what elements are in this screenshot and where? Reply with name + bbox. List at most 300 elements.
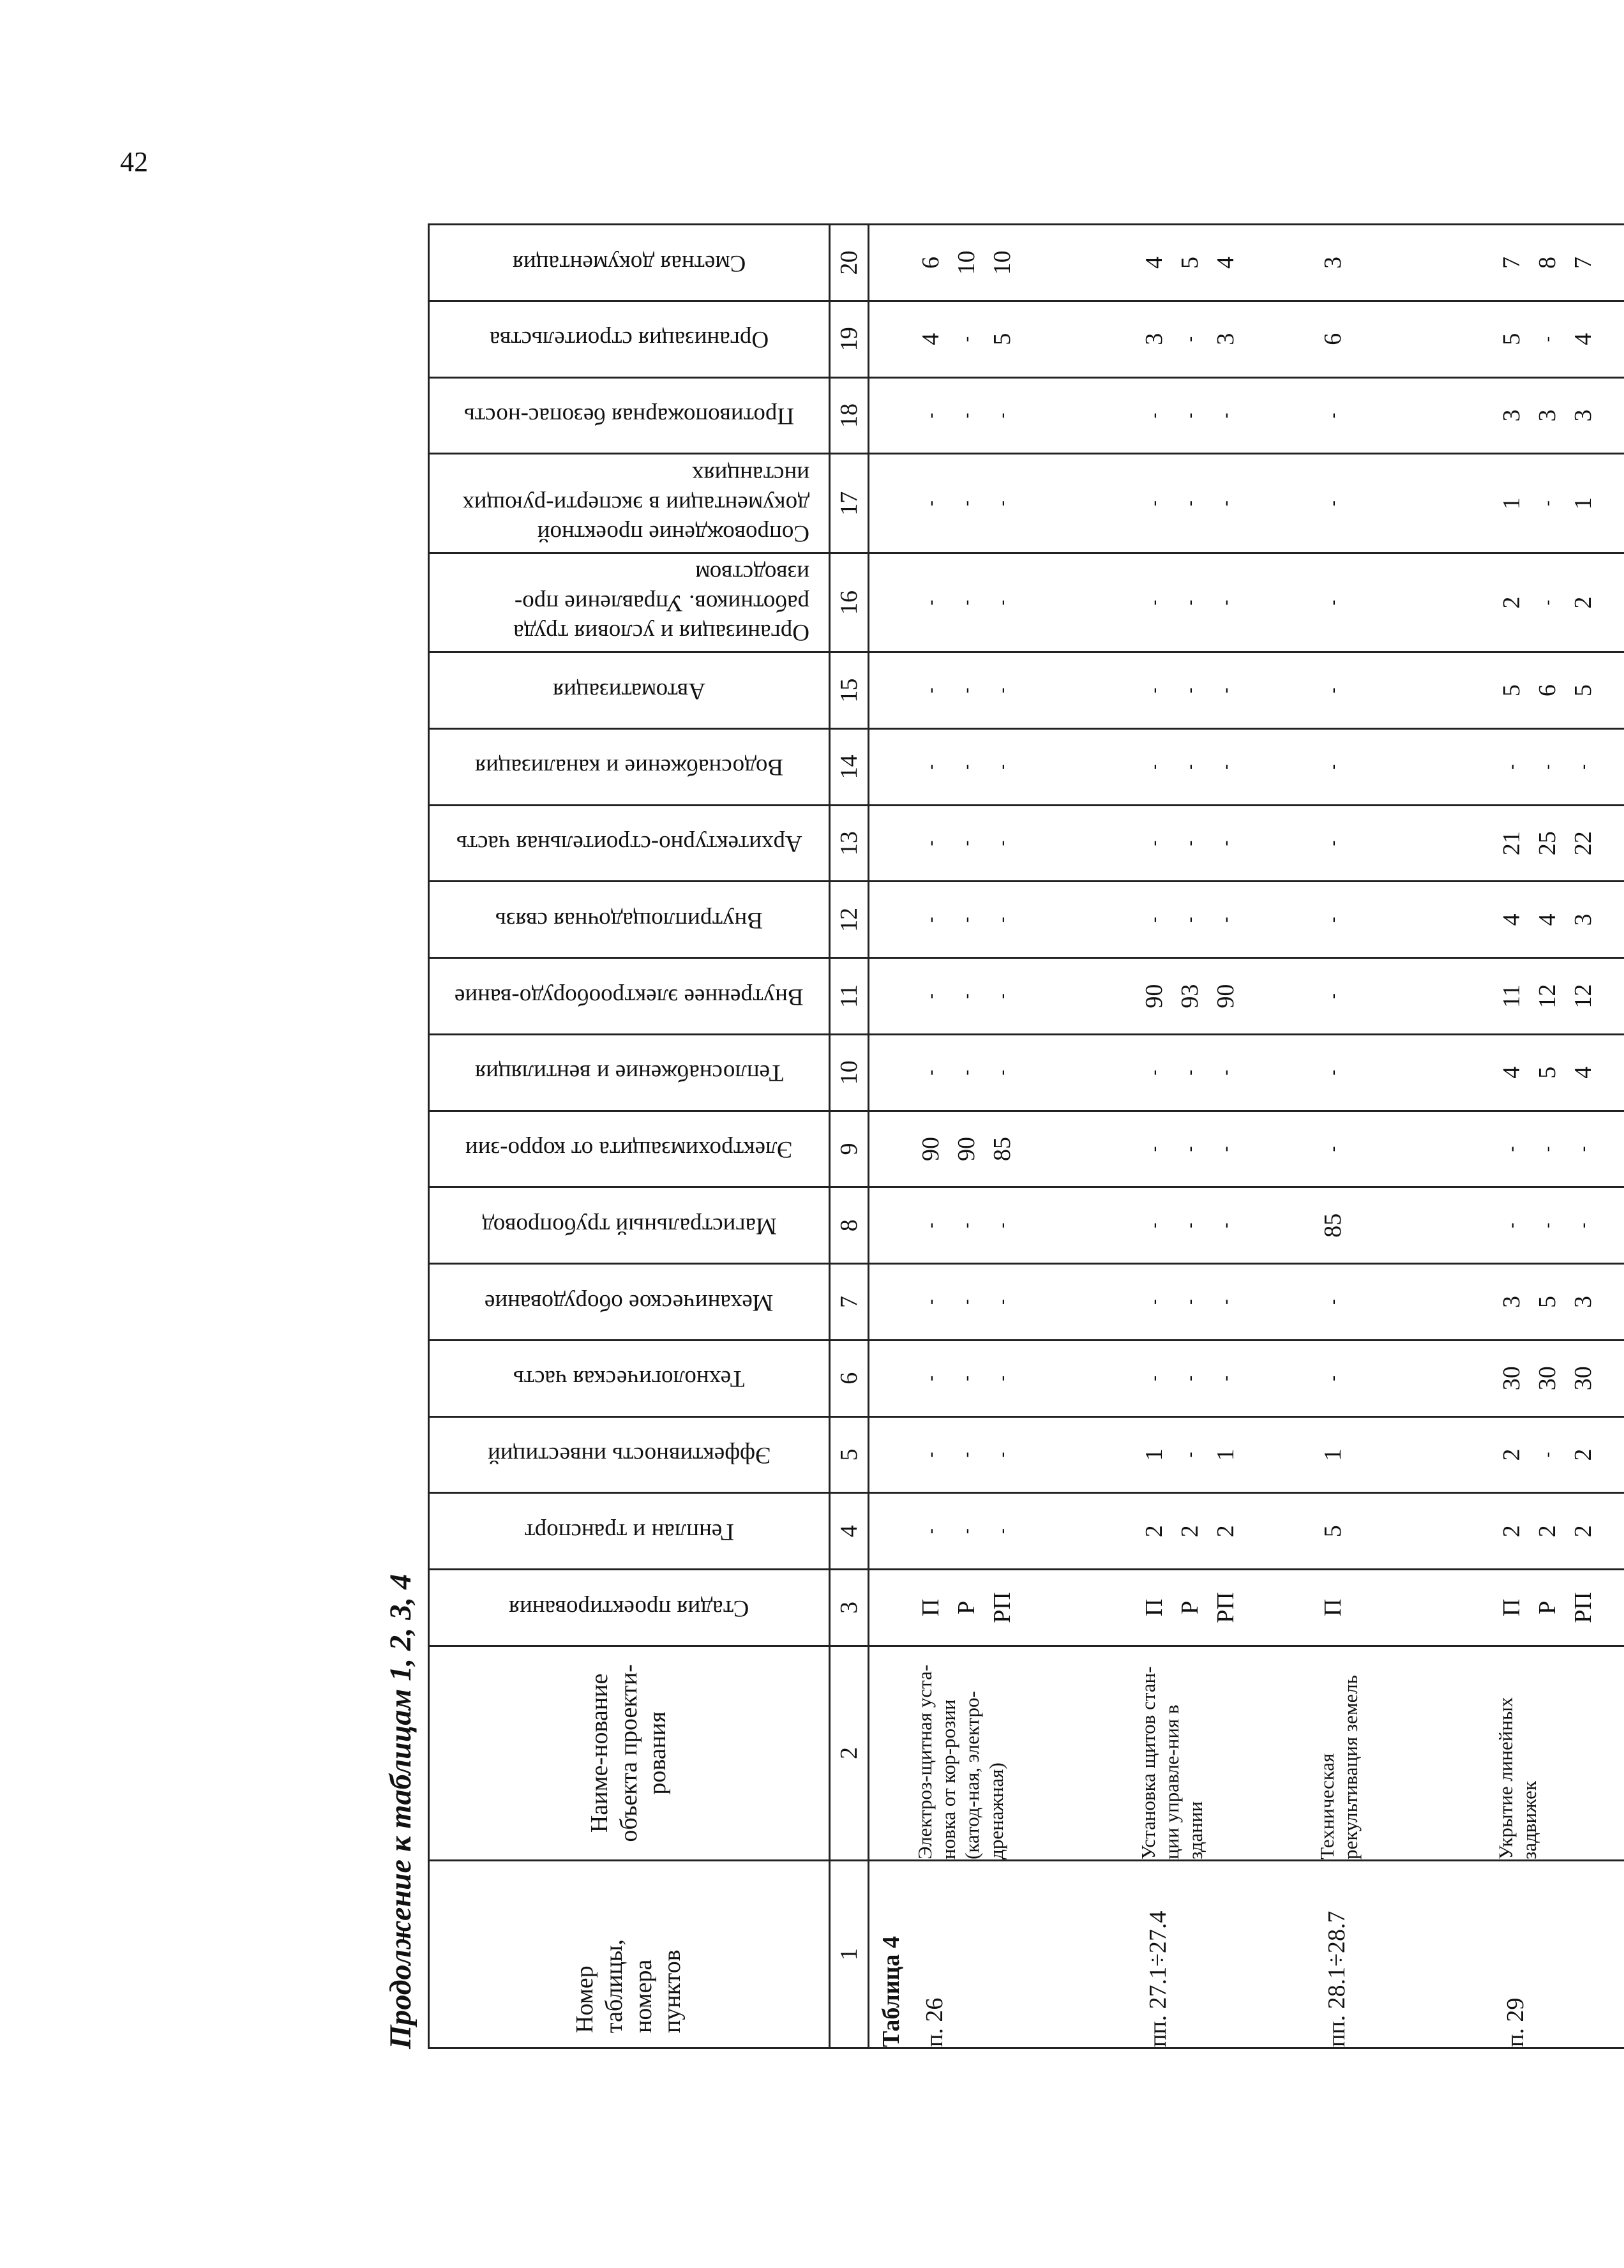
row-group xyxy=(1494,1418,1624,1492)
value: 4 xyxy=(1570,1066,1597,1079)
value: - xyxy=(1145,599,1163,606)
col-17-header xyxy=(429,454,830,553)
row-group xyxy=(1136,653,1315,728)
col-10-header xyxy=(429,1034,830,1111)
col-8-title: Магистральный трубопровод xyxy=(481,1212,777,1239)
item-label xyxy=(913,1861,1136,2047)
stage-value: П xyxy=(1498,1598,1525,1617)
value: 2 xyxy=(1534,1525,1561,1538)
value: 1 xyxy=(1498,497,1525,510)
row-group xyxy=(913,302,1136,377)
row-group xyxy=(1136,1265,1315,1339)
spacer xyxy=(869,225,913,300)
col-number: 13 xyxy=(830,805,869,882)
spacer xyxy=(869,1112,913,1187)
value: - xyxy=(1323,993,1342,999)
value: - xyxy=(1216,1375,1235,1381)
item-number: п. 26 xyxy=(921,1997,948,2047)
value: 1 xyxy=(1141,1448,1168,1461)
item-number: пп. 27.1÷27.4 xyxy=(1145,1911,1171,2047)
col-number: 11 xyxy=(830,958,869,1035)
value: 2 xyxy=(1141,1525,1168,1538)
value: - xyxy=(1502,1222,1521,1229)
value: 2 xyxy=(1570,1525,1597,1538)
value: - xyxy=(921,1452,940,1458)
row-group xyxy=(1315,454,1494,552)
row-group xyxy=(913,1265,1136,1339)
value: 85 xyxy=(989,1137,1016,1162)
value: 30 xyxy=(1534,1366,1561,1391)
spacer xyxy=(869,1188,913,1263)
row-group xyxy=(913,379,1136,453)
row-group xyxy=(1494,882,1624,957)
value: - xyxy=(1538,500,1556,506)
value: 5 xyxy=(1498,684,1525,697)
col-number: 3 xyxy=(830,1570,869,1646)
value: - xyxy=(957,917,975,923)
cost-distribution-table xyxy=(428,223,1624,2049)
value: 4 xyxy=(1570,333,1597,345)
value: 3 xyxy=(1141,333,1168,345)
value: 3 xyxy=(1498,409,1525,422)
spacer xyxy=(869,379,913,453)
col-13-header xyxy=(429,805,830,882)
row-group xyxy=(1494,806,1624,881)
value: - xyxy=(993,1452,1011,1458)
value: - xyxy=(1145,764,1163,770)
spacer xyxy=(869,1035,913,1110)
value: 2 xyxy=(1177,1525,1203,1538)
spacer xyxy=(869,882,913,957)
value: 85 xyxy=(1320,1213,1346,1238)
value: - xyxy=(1145,412,1163,419)
spacer xyxy=(869,1265,913,1339)
item-label xyxy=(1315,1861,1494,2047)
row-group xyxy=(1136,1418,1315,1492)
value: - xyxy=(1180,1375,1199,1381)
stage-value: РП xyxy=(1570,1592,1597,1623)
row-group xyxy=(1315,1494,1494,1568)
col-5-title: Эффективность инвестиций xyxy=(487,1442,771,1469)
value: 4 xyxy=(1498,913,1525,926)
item-number: пп. 28.1÷28.7 xyxy=(1323,1911,1350,2047)
col-number: 6 xyxy=(830,1340,869,1416)
row-group xyxy=(1315,806,1494,881)
col-4-title: Генплан и транспорт xyxy=(524,1518,734,1545)
row-group xyxy=(1494,1494,1624,1568)
header-titles-row xyxy=(429,225,830,2048)
row-group xyxy=(1494,730,1624,804)
value: 90 xyxy=(917,1137,944,1162)
value: 5 xyxy=(989,333,1016,345)
value: - xyxy=(1145,917,1163,923)
col-number: 14 xyxy=(830,728,869,805)
value: - xyxy=(1502,1146,1521,1152)
value: - xyxy=(993,687,1011,693)
row-group xyxy=(1136,1570,1315,1645)
value-cell-col-17 xyxy=(869,454,1624,553)
header-numbers-row xyxy=(830,225,869,2048)
col-18-header xyxy=(429,377,830,454)
value: - xyxy=(957,993,975,999)
row-group xyxy=(1136,806,1315,881)
value: 5 xyxy=(1534,1066,1561,1079)
value: - xyxy=(957,1222,975,1229)
value: 3 xyxy=(1534,409,1561,422)
value: - xyxy=(1145,1299,1163,1305)
value: 5 xyxy=(1498,333,1525,345)
value: 2 xyxy=(1498,596,1525,609)
stage-value: Р xyxy=(1177,1600,1203,1614)
value-cell-col-8 xyxy=(869,1187,1624,1264)
value: - xyxy=(1180,1069,1199,1076)
row-group xyxy=(1136,1035,1315,1110)
row-group xyxy=(913,1341,1136,1416)
col-number: 2 xyxy=(830,1646,869,1860)
value: - xyxy=(1323,412,1342,419)
value: - xyxy=(1216,1146,1235,1152)
value: - xyxy=(1180,687,1199,693)
row-group xyxy=(1494,1188,1624,1263)
object-label xyxy=(1315,1647,1494,1859)
value: - xyxy=(993,1528,1011,1535)
value: - xyxy=(921,993,940,999)
row-group xyxy=(1494,653,1624,728)
value-cell-col-5 xyxy=(869,1416,1624,1493)
col-20-header xyxy=(429,225,830,301)
value: - xyxy=(921,1222,940,1229)
col-17-title: Сопровождение проектной документации в эксперти-рующих инстанциях xyxy=(462,461,809,546)
value: - xyxy=(957,1299,975,1305)
spacer xyxy=(869,1494,913,1568)
value: - xyxy=(1323,917,1342,923)
row-group xyxy=(1136,454,1315,552)
row-group xyxy=(1315,1570,1494,1645)
col-19-header xyxy=(429,301,830,377)
value: - xyxy=(993,1375,1011,1381)
value-cell-col-9 xyxy=(869,1111,1624,1187)
col-number: 10 xyxy=(830,1034,869,1111)
value: - xyxy=(1323,1069,1342,1076)
value: 4 xyxy=(1498,1066,1525,1079)
value: 1 xyxy=(1212,1448,1239,1461)
value: - xyxy=(921,1375,940,1381)
value: 2 xyxy=(1570,596,1597,609)
value: - xyxy=(921,840,940,846)
item-label xyxy=(1494,1861,1624,2047)
col-7-title: Механическое оборудование xyxy=(485,1289,774,1316)
row-group xyxy=(1494,379,1624,453)
value: 30 xyxy=(1498,1366,1525,1391)
spacer xyxy=(869,959,913,1033)
col-11-header xyxy=(429,958,830,1035)
value: 90 xyxy=(1141,984,1168,1009)
row-group xyxy=(1315,653,1494,728)
value: - xyxy=(921,1528,940,1535)
value: - xyxy=(957,764,975,770)
col-15-title: Автоматизация xyxy=(552,677,705,704)
value: 2 xyxy=(1498,1448,1525,1461)
value: 3 xyxy=(1570,409,1597,422)
value-cell-col-14 xyxy=(869,728,1624,805)
value: 1 xyxy=(1320,1448,1346,1461)
col-number: 19 xyxy=(830,301,869,377)
row-group xyxy=(1315,1188,1494,1263)
row-group xyxy=(1136,1188,1315,1263)
value: - xyxy=(1145,1222,1163,1229)
value: 3 xyxy=(1570,913,1597,926)
object-name: Электроз-щитная уста-новка от кор-розии (катод-ная, электро-дренажная) xyxy=(914,1664,1007,1859)
value: - xyxy=(1216,764,1235,770)
spacer xyxy=(869,1570,913,1645)
row-group xyxy=(1315,882,1494,957)
row-group xyxy=(1315,1035,1494,1110)
value: 3 xyxy=(1212,333,1239,345)
value: 2 xyxy=(1212,1525,1239,1538)
col-number: 16 xyxy=(830,553,869,652)
value: 25 xyxy=(1534,831,1561,856)
value: 10 xyxy=(989,250,1016,275)
row-group xyxy=(913,653,1136,728)
value: - xyxy=(1502,764,1521,770)
row-group xyxy=(913,959,1136,1033)
value: - xyxy=(957,1452,975,1458)
value: - xyxy=(1180,599,1199,606)
row-group xyxy=(1315,1112,1494,1187)
value: - xyxy=(1538,1452,1556,1458)
spacer xyxy=(869,1341,913,1416)
rotated-table-area xyxy=(383,223,1597,2049)
col-number: 5 xyxy=(830,1416,869,1493)
value: - xyxy=(1145,1146,1163,1152)
value: - xyxy=(1145,1069,1163,1076)
value: - xyxy=(1323,687,1342,693)
value: 21 xyxy=(1498,831,1525,856)
value: - xyxy=(993,917,1011,923)
col-14-title: Водоснабжение и канализация xyxy=(474,754,784,781)
value: - xyxy=(1323,840,1342,846)
row-group xyxy=(913,454,1136,552)
row-group xyxy=(1494,454,1624,552)
col-11-title: Внутреннее электрооборудо-вание xyxy=(455,983,804,1010)
row-group xyxy=(1136,225,1315,300)
col-3-header xyxy=(429,1570,830,1646)
row-group xyxy=(1494,302,1624,377)
value: - xyxy=(1180,840,1199,846)
value: 5 xyxy=(1177,256,1203,269)
value: - xyxy=(1216,840,1235,846)
value: 12 xyxy=(1570,984,1597,1009)
value: - xyxy=(1538,336,1556,342)
spacer xyxy=(869,806,913,881)
value: 4 xyxy=(917,333,944,345)
value: - xyxy=(1574,1146,1592,1152)
row-group xyxy=(1315,379,1494,453)
value: 22 xyxy=(1570,831,1597,856)
value: - xyxy=(1574,764,1592,770)
value: 2 xyxy=(1498,1525,1525,1538)
page-number: 42 xyxy=(120,146,148,177)
row-group xyxy=(1315,225,1494,300)
spacer xyxy=(869,1647,913,1859)
value: - xyxy=(1180,1299,1199,1305)
col-number: 20 xyxy=(830,225,869,301)
row-group xyxy=(913,225,1136,300)
value: - xyxy=(921,1069,940,1076)
value: 4 xyxy=(1212,256,1239,269)
value: - xyxy=(1538,599,1556,606)
col-number: 8 xyxy=(830,1187,869,1264)
row-group xyxy=(913,1035,1136,1110)
col-number: 1 xyxy=(830,1860,869,2048)
value: - xyxy=(1180,1452,1199,1458)
col-5-header xyxy=(429,1416,830,1493)
value: - xyxy=(1145,500,1163,506)
value: 12 xyxy=(1534,984,1561,1009)
value: 6 xyxy=(1534,684,1561,697)
spacer xyxy=(869,554,913,651)
value-cell-col-13 xyxy=(869,805,1624,882)
value: - xyxy=(993,1299,1011,1305)
value: 7 xyxy=(1498,256,1525,269)
col-20-title: Сметная документация xyxy=(512,250,746,276)
row-group xyxy=(1494,225,1624,300)
col-number: 9 xyxy=(830,1111,869,1187)
row-group xyxy=(1136,1494,1315,1568)
value: - xyxy=(1538,1146,1556,1152)
value: - xyxy=(1574,1222,1592,1229)
value: - xyxy=(1216,1299,1235,1305)
value: - xyxy=(1180,1146,1199,1152)
row-group xyxy=(913,1418,1136,1492)
value-cell-col-12 xyxy=(869,882,1624,958)
spacer xyxy=(869,454,913,552)
row-group xyxy=(1136,302,1315,377)
value: - xyxy=(1323,1299,1342,1305)
value-cell-col-18 xyxy=(869,377,1624,454)
row-group xyxy=(1494,1570,1624,1645)
col-6-header xyxy=(429,1340,830,1416)
value: - xyxy=(1216,917,1235,923)
row-group xyxy=(1494,554,1624,651)
value: 3 xyxy=(1320,256,1346,269)
value-cell-col-20 xyxy=(869,225,1624,301)
col-16-header xyxy=(429,553,830,652)
value: 8 xyxy=(1534,256,1561,269)
row-group xyxy=(1315,1341,1494,1416)
value: - xyxy=(921,687,940,693)
value: - xyxy=(1323,599,1342,606)
row-group xyxy=(913,554,1136,651)
value: - xyxy=(1145,1375,1163,1381)
value: - xyxy=(957,412,975,419)
value: - xyxy=(1180,500,1199,506)
row-group xyxy=(1136,1112,1315,1187)
value: 5 xyxy=(1570,684,1597,697)
row-group xyxy=(1136,959,1315,1033)
col-6-title: Технологическая часть xyxy=(513,1365,745,1392)
row-group xyxy=(1136,1341,1315,1416)
value: - xyxy=(1180,917,1199,923)
value: - xyxy=(957,1069,975,1076)
value: 7 xyxy=(1570,256,1597,269)
value: 93 xyxy=(1177,984,1203,1009)
row-group xyxy=(913,1494,1136,1568)
value: - xyxy=(993,993,1011,999)
value: - xyxy=(1216,1222,1235,1229)
row-group xyxy=(1494,1035,1624,1110)
value: - xyxy=(993,500,1011,506)
object-name: Установка щитов стан-ции управле-ния в здании xyxy=(1137,1666,1207,1859)
stage-value: РП xyxy=(1212,1592,1239,1623)
stage-value: РП xyxy=(989,1592,1016,1623)
value: - xyxy=(993,840,1011,846)
col-18-title: Противопожарная безопас-ность xyxy=(463,403,795,430)
value: - xyxy=(993,764,1011,770)
value-cell-col-7 xyxy=(869,1264,1624,1341)
stage-value: Р xyxy=(1534,1600,1561,1614)
col-9-title: Электрохимзащита от корро-зии xyxy=(465,1136,793,1163)
value-cell-col-4 xyxy=(869,1493,1624,1570)
value: 4 xyxy=(1534,913,1561,926)
col-4-header xyxy=(429,1493,830,1570)
value: 6 xyxy=(917,256,944,269)
row-group xyxy=(1136,379,1315,453)
value: 11 xyxy=(1498,984,1525,1008)
item-label xyxy=(1136,1861,1315,2047)
value: 3 xyxy=(1498,1296,1525,1308)
object-label xyxy=(1136,1647,1315,1859)
col-8-header xyxy=(429,1187,830,1264)
table-label-line xyxy=(869,1861,913,2047)
object-label xyxy=(913,1647,1136,1859)
value: 5 xyxy=(1320,1525,1346,1538)
value-cell-col-16 xyxy=(869,553,1624,652)
stage-value: П xyxy=(1141,1598,1168,1617)
value-cell-col-6 xyxy=(869,1340,1624,1416)
row-group xyxy=(1494,959,1624,1033)
value: - xyxy=(993,412,1011,419)
col-number: 12 xyxy=(830,882,869,958)
value: - xyxy=(993,599,1011,606)
row-group xyxy=(1136,730,1315,804)
value: - xyxy=(1538,764,1556,770)
value: - xyxy=(1180,336,1199,342)
value: - xyxy=(1180,412,1199,419)
value: 2 xyxy=(1570,1448,1597,1461)
value-cell-col-10 xyxy=(869,1034,1624,1111)
value: - xyxy=(921,764,940,770)
col-15-header xyxy=(429,652,830,729)
stage-cell xyxy=(869,1570,1624,1646)
object-name: Техническая рекультивация земель xyxy=(1316,1675,1362,1859)
value: - xyxy=(957,599,975,606)
col-13-title: Архитектурно-строительная часть xyxy=(456,830,802,857)
value: 5 xyxy=(1534,1296,1561,1308)
col-12-title: Внутриплощадочная связь xyxy=(495,906,763,933)
row-group xyxy=(1315,554,1494,651)
table-body-row xyxy=(869,225,1624,2048)
value: - xyxy=(1323,1146,1342,1152)
value: - xyxy=(921,599,940,606)
value: - xyxy=(921,1299,940,1305)
col-1-header: Номер таблицы, номера пунктов xyxy=(429,1860,830,2048)
value: - xyxy=(957,500,975,506)
value: 30 xyxy=(1570,1366,1597,1391)
col-2-header: Наиме-нование объекта проекти-рования xyxy=(429,1646,830,1860)
stage-value: Р xyxy=(953,1600,980,1614)
value: 4 xyxy=(1141,256,1168,269)
